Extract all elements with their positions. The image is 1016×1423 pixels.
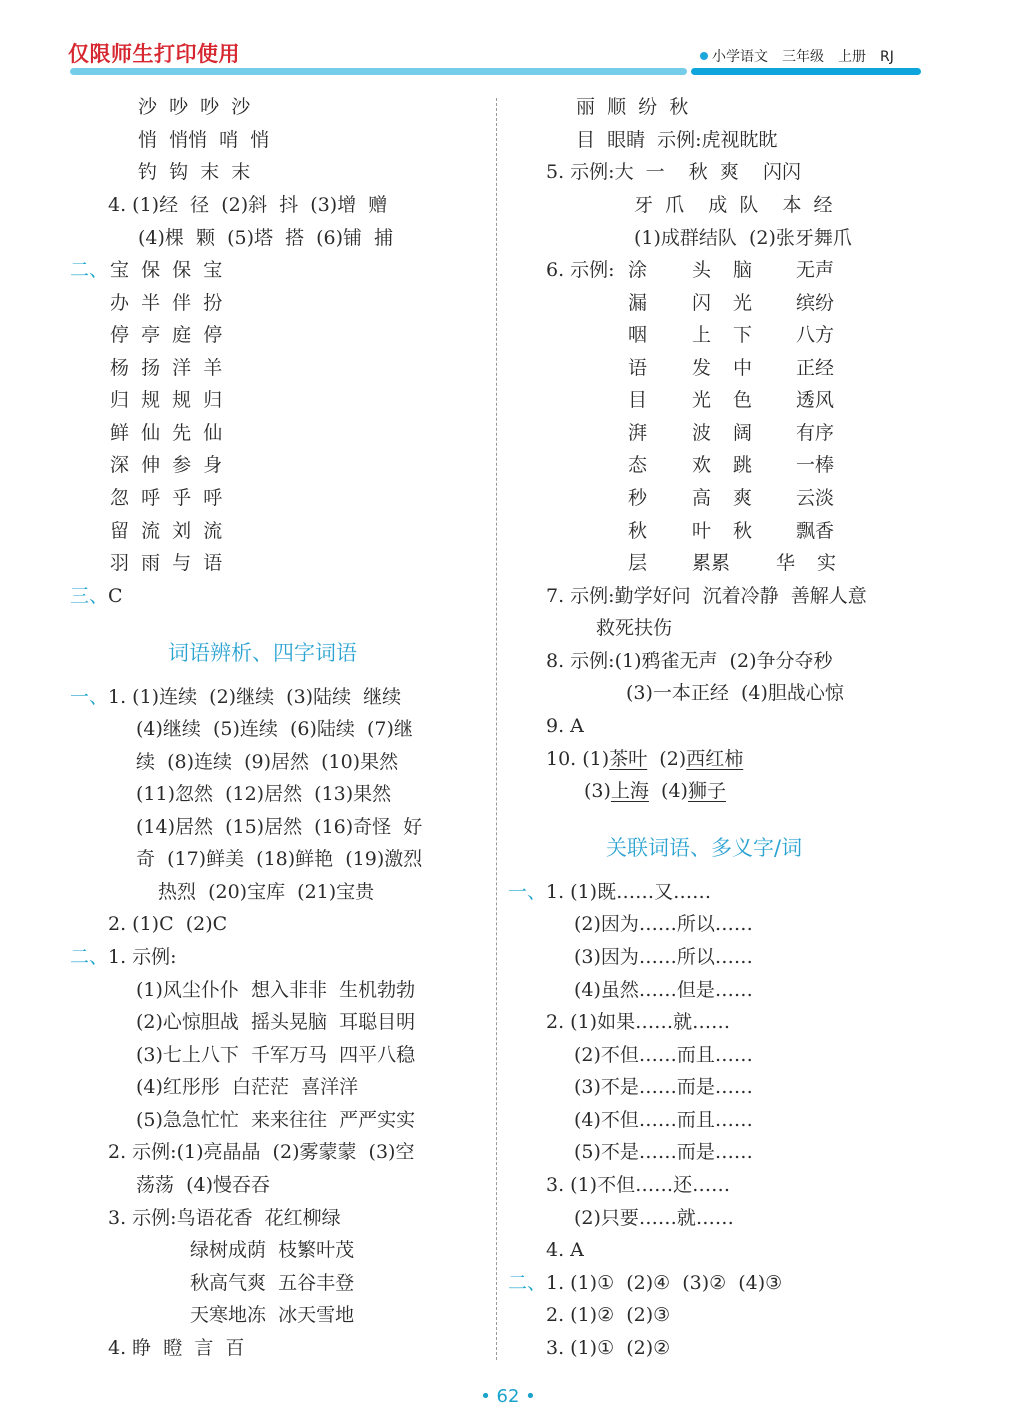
bullet-dot-icon <box>700 52 708 60</box>
grid-cell: 语 <box>628 357 648 379</box>
answer-line: 2. (1)② (2)③ <box>546 1304 671 1326</box>
grid-cell: 涂 <box>628 259 648 281</box>
answer-line <box>546 747 743 771</box>
grid-cell: 漏 <box>628 292 648 314</box>
item-label: (2) <box>659 748 687 770</box>
answer-line: (1)风尘仆仆 想入非非 生机勃勃 <box>136 979 416 1001</box>
answer-line: 3. 示例:鸟语花香 花红柳绿 <box>108 1207 341 1229</box>
underlined-answer: 茶叶 <box>609 748 648 770</box>
answer-line: 杨 扬 洋 羊 <box>110 357 223 379</box>
grid-cell: 无声 <box>796 259 835 281</box>
answer-line: C <box>108 585 123 607</box>
page-number: • 62 • <box>480 1386 536 1407</box>
answer-line: (11)忽然 (12)居然 (13)果然 <box>136 783 392 805</box>
answer-line: 8. 示例:(1)鸦雀无声 (2)争分夺秒 <box>546 650 833 672</box>
grid-cell: 秒 <box>628 487 648 509</box>
grid-cell: 闪 <box>692 292 712 314</box>
answer-line: 钓 钩 末 末 <box>138 161 251 183</box>
grade-label: 三年级 <box>782 49 824 65</box>
section-title: 词语辨析、四字词语 <box>168 641 357 665</box>
grid-cell: 高 <box>692 487 712 509</box>
grid-cell: 光 <box>733 292 753 314</box>
answer-line: 7. 示例:勤学好问 沉着冷静 善解人意 <box>546 585 867 607</box>
grid-cell: 叶 <box>692 520 712 542</box>
answer-line: 5. 示例:大 一 秋 爽 闪闪 <box>546 161 802 183</box>
answer-line: 留 流 刘 流 <box>110 520 223 542</box>
item-label: (4) <box>661 780 688 802</box>
grid-cell: 脑 <box>733 259 753 281</box>
answer-line: (5)不是……而是…… <box>574 1141 753 1163</box>
book-info <box>700 46 894 66</box>
grid-cell: 累累 <box>692 552 731 574</box>
answer-line: (2)不但……而且…… <box>574 1044 753 1066</box>
print-restriction-title: 仅限师生打印使用 <box>68 42 240 66</box>
grid-cell: 飘香 <box>796 520 835 542</box>
grid-cell: 下 <box>733 324 753 346</box>
underlined-answer: 上海 <box>610 780 649 802</box>
subject-label: 小学语文 <box>712 49 768 65</box>
answer-line: 忽 呼 乎 呼 <box>110 487 223 509</box>
answer-line: 2. (1)C (2)C <box>108 913 228 935</box>
grid-cell: 云淡 <box>796 487 835 509</box>
answer-line: (4)继续 (5)连续 (6)陆续 (7)继 <box>136 718 413 740</box>
question-number: 10. <box>546 748 577 770</box>
grid-cell: 秋 <box>628 520 648 542</box>
answer-line: 目 眼睛 示例:虎视眈眈 <box>576 129 778 151</box>
answer-line: 鲜 仙 先 仙 <box>110 422 223 444</box>
header-bar-light <box>70 68 687 75</box>
answer-line: 天寒地冻 冰天雪地 <box>190 1304 355 1326</box>
answer-line: 1. (1)① (2)④ (3)② (4)③ <box>546 1272 783 1294</box>
section-marker: 一、 <box>70 686 109 708</box>
section-title: 关联词语、多义字/词 <box>606 836 803 860</box>
grid-cell: 透风 <box>796 389 835 411</box>
answer-line: 悄 悄悄 哨 悄 <box>138 129 270 151</box>
section-marker: 二、 <box>508 1272 547 1294</box>
answer-line: 奇 (17)鲜美 (18)鲜艳 (19)激烈 <box>136 848 423 870</box>
grid-cell: 阔 <box>733 422 753 444</box>
grid-cell: 态 <box>628 454 648 476</box>
answer-line: (5)急急忙忙 来来往往 严严实实 <box>136 1109 416 1131</box>
answer-line: 3. (1)不但……还…… <box>546 1174 731 1196</box>
answer-line: 续 (8)连续 (9)居然 (10)果然 <box>136 751 399 773</box>
grid-cell: 爽 <box>733 487 753 509</box>
answer-line: (2)因为……所以…… <box>574 913 753 935</box>
answer-line: (4)虽然……但是…… <box>574 979 753 1001</box>
answer-line: 4. A <box>546 1239 584 1261</box>
answer-line: 6. 示例: <box>546 259 615 281</box>
answer-line: 4. 睁 瞪 言 百 <box>108 1337 245 1359</box>
underlined-answer: 狮子 <box>687 780 726 802</box>
answer-line: 4. (1)经 径 (2)斜 抖 (3)增 赠 <box>108 194 388 216</box>
grid-cell: 有序 <box>796 422 835 444</box>
underlined-answer: 西红柿 <box>686 748 744 770</box>
grid-cell: 欢 <box>692 454 712 476</box>
section-marker: 二、 <box>70 946 109 968</box>
grid-cell: 光 <box>692 389 712 411</box>
answer-line: (3)因为……所以…… <box>574 946 753 968</box>
answer-line: (4)红彤彤 白茫茫 喜洋洋 <box>136 1076 359 1098</box>
answer-line: 归 规 规 归 <box>110 389 223 411</box>
grid-cell: 缤纷 <box>796 292 835 314</box>
answer-line: 2. (1)如果……就…… <box>546 1011 731 1033</box>
grid-cell: 头 <box>692 259 712 281</box>
answer-line: 羽 雨 与 语 <box>110 552 223 574</box>
grid-cell: 波 <box>692 422 712 444</box>
volume-label: 上册 <box>838 49 866 65</box>
grid-cell: 色 <box>733 389 753 411</box>
answer-line: 丽 顺 纷 秋 <box>576 96 689 118</box>
answer-line: 1. 示例: <box>108 946 177 968</box>
grid-cell: 目 <box>628 389 648 411</box>
edition-label: RJ <box>880 49 894 65</box>
grid-cell: 实 <box>817 552 837 574</box>
answer-line: 3. (1)① (2)② <box>546 1337 671 1359</box>
grid-cell: 发 <box>692 357 712 379</box>
item-label: (1) <box>582 748 610 770</box>
grid-cell: 秋 <box>733 520 753 542</box>
answer-line <box>584 779 726 803</box>
answer-line: 1. (1)既……又…… <box>546 881 712 903</box>
answer-line: (2)心惊胆战 摇头晃脑 耳聪目明 <box>136 1011 416 1033</box>
answer-line: (1)成群结队 (2)张牙舞爪 <box>634 227 852 249</box>
header-bar-dark <box>691 68 921 75</box>
grid-cell: 正经 <box>796 357 835 379</box>
section-marker: 三、 <box>70 585 109 607</box>
section-marker: 二、 <box>70 259 109 281</box>
answer-line: 1. (1)连续 (2)继续 (3)陆续 继续 <box>108 686 402 708</box>
grid-cell: 华 <box>776 552 796 574</box>
grid-cell: 层 <box>628 552 648 574</box>
answer-line: 停 亭 庭 停 <box>110 324 223 346</box>
grid-cell: 中 <box>733 357 753 379</box>
section-marker: 一、 <box>508 881 547 903</box>
answer-line: 沙 吵 吵 沙 <box>138 96 251 118</box>
answer-line: 深 伸 参 身 <box>110 454 223 476</box>
answer-line: 牙 爪 成 队 本 经 <box>634 194 833 216</box>
answer-line: 9. A <box>546 715 584 737</box>
answer-line: 热烈 (20)宝库 (21)宝贵 <box>158 881 375 903</box>
answer-line: 绿树成荫 枝繁叶茂 <box>190 1239 355 1261</box>
grid-cell: 跳 <box>733 454 753 476</box>
item-label: (3) <box>584 780 611 802</box>
grid-cell: 上 <box>692 324 712 346</box>
grid-cell: 咽 <box>628 324 648 346</box>
answer-line: (14)居然 (15)居然 (16)奇怪 好 <box>136 816 423 838</box>
answer-line: 2. 示例:(1)亮晶晶 (2)雾蒙蒙 (3)空 <box>108 1141 415 1163</box>
answer-line: 宝 保 保 宝 <box>110 259 223 281</box>
answer-line: (3)一本正经 (4)胆战心惊 <box>626 682 844 704</box>
answer-line: 荡荡 (4)慢吞吞 <box>136 1174 270 1196</box>
answer-line: (2)只要……就…… <box>574 1207 734 1229</box>
grid-cell: 湃 <box>628 422 648 444</box>
column-divider <box>496 98 497 1360</box>
answer-line: 办 半 伴 扮 <box>110 292 223 314</box>
answer-line: 救死扶伤 <box>596 617 673 639</box>
answer-line: (3)不是……而是…… <box>574 1076 753 1098</box>
grid-cell: 一棒 <box>796 454 835 476</box>
answer-line: (4)棵 颗 (5)塔 搭 (6)铺 捕 <box>138 227 394 249</box>
grid-cell: 八方 <box>796 324 835 346</box>
answer-line: (4)不但……而且…… <box>574 1109 753 1131</box>
answer-line: (3)七上八下 千军万马 四平八稳 <box>136 1044 416 1066</box>
answer-line: 秋高气爽 五谷丰登 <box>190 1272 355 1294</box>
